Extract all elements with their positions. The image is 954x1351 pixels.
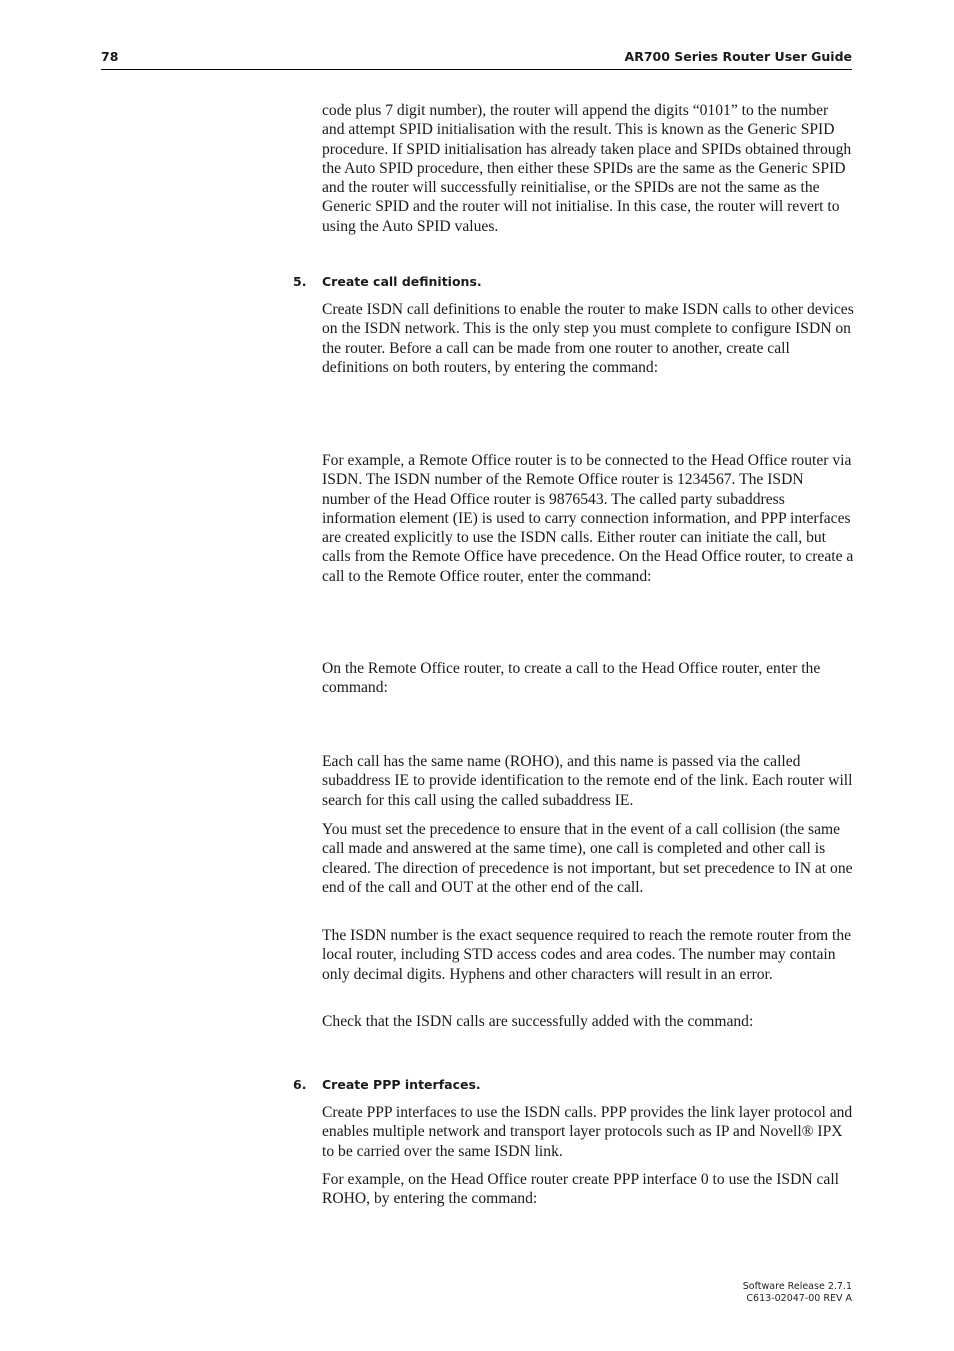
step-title: Create PPP interfaces.: [322, 1077, 481, 1092]
paragraph-ppp-example: For example, on the Head Office router create PPP interface 0 to use the ISDN call ROHO, by entering the command:: [322, 1171, 840, 1208]
step-number: 6.: [293, 1077, 307, 1092]
paragraph-call-name: Each call has the same name (ROHO), and this name is passed via the called subaddress IE to provide identification to the remote end of the link. Each router will search for this call using the called subaddress IE.: [322, 753, 853, 809]
step-heading-create-ppp-interfaces: [293, 1077, 481, 1092]
document-id: C613-02047-00 REV A: [746, 1293, 852, 1304]
paragraph-generic-spid: code plus 7 digit number), the router will append the digits “0101” to the number and attempt SPID initialisation with the result. This is known as the Generic SPID procedure. If SPID initialisation has already taken place and SPIDs obtained through the Auto SPID procedure, then either these SPIDs are the same as the Generic SPID and the router will successfully reinitialise, or the SPIDs are not the same as the Generic SPID and the router will not initialise. In this case, the router will revert to using the Auto SPID values.: [322, 102, 852, 235]
page-footer: [743, 1281, 852, 1305]
paragraph-ppp-interfaces: Create PPP interfaces to use the ISDN calls. PPP provides the link layer protocol and enables multiple network and transport layer protocols such as IP and Novell® IPX to be carried over the same ISDN link.: [322, 1104, 853, 1160]
paragraph-example-head-office: For example, a Remote Office router is to be connected to the Head Office router via ISDN. The ISDN number of the Remote Office router is 1234567. The ISDN number of the Head Office router is 9876543. The called party subaddress information element (IE) is used to carry connection information, and PPP interfaces are created explicitly to use the ISDN calls. Either router can initiate the call, but calls from the Remote Office have precedence. On the Head Office router, to create a call to the Remote Office router, enter the command:: [322, 452, 854, 585]
guide-title: AR700 Series Router User Guide: [624, 49, 852, 64]
step-heading-create-call-definitions: [293, 274, 482, 289]
step-title: Create call definitions.: [322, 274, 482, 289]
page-number: 78: [101, 49, 119, 64]
page-header: [101, 47, 852, 70]
paragraph-remote-office: On the Remote Office router, to create a call to the Head Office router, enter the command:: [322, 660, 821, 697]
paragraph-check-calls: Check that the ISDN calls are successfully added with the command:: [322, 1013, 754, 1030]
step-number: 5.: [293, 274, 307, 289]
paragraph-call-definitions: Create ISDN call definitions to enable the router to make ISDN calls to other devices on the ISDN network. This is the only step you must complete to configure ISDN on the router. Before a call can be made from one router to another, create call definitions on both routers, by entering the command:: [322, 301, 854, 376]
software-release: Software Release 2.7.1: [742, 1281, 852, 1292]
paragraph-precedence: You must set the precedence to ensure that in the event of a call collision (the same call made and answered at the same time), one call is completed and other call is cleared. The direction of precedence is not important, but set precedence to IN at one end of the call and OUT at the other end of the call.: [322, 821, 853, 896]
paragraph-isdn-number: The ISDN number is the exact sequence required to reach the remote router from the local router, including STD access codes and area codes. The number may contain only decimal digits. Hyphens and other characters will result in an error.: [322, 927, 852, 983]
